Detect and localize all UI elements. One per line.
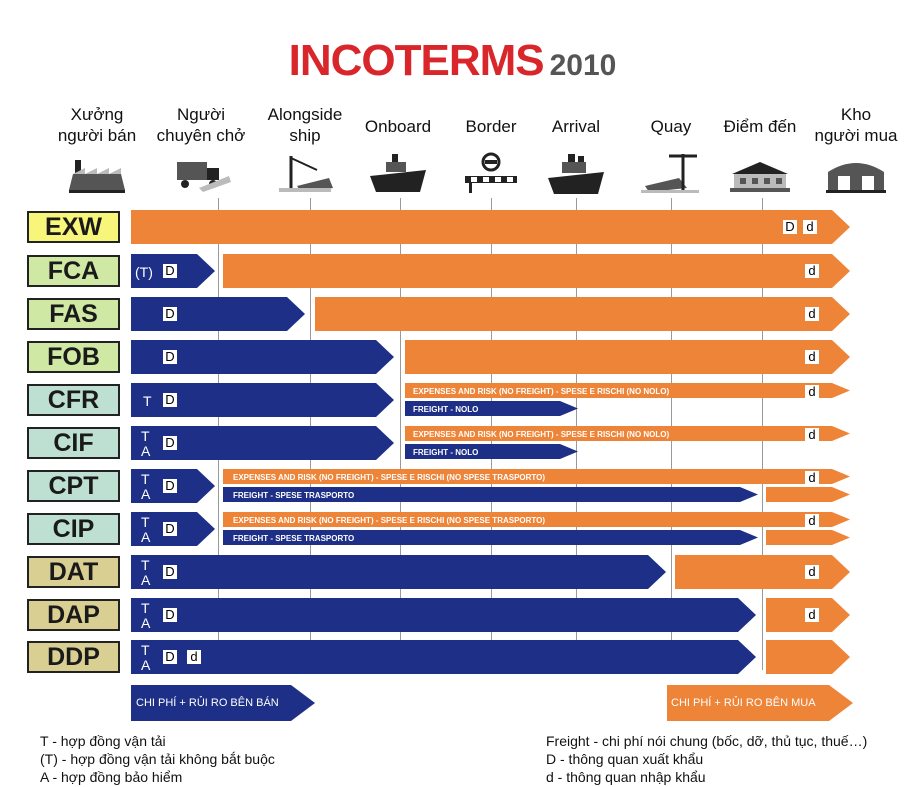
contract-letter-a: A bbox=[141, 529, 151, 545]
ship-arrival-icon bbox=[544, 150, 608, 196]
term-label-fob: FOB bbox=[27, 341, 120, 373]
contract-letter-a: A bbox=[141, 657, 151, 673]
buyer-tail-arrow bbox=[766, 530, 850, 545]
clearance-box-d: d bbox=[805, 471, 819, 485]
column-label-8 bbox=[801, 104, 905, 146]
contract-letter-a: A bbox=[141, 572, 151, 588]
seller-arrow bbox=[131, 555, 666, 589]
column-label-line1: Alongside bbox=[267, 105, 343, 124]
clearance-box-D: D bbox=[163, 479, 177, 493]
term-bars-fob bbox=[0, 340, 905, 380]
term-label-cif: CIF bbox=[27, 427, 120, 459]
buyer-arrow bbox=[675, 555, 850, 589]
clearance-box-d: d bbox=[805, 514, 819, 528]
clearance-box-d: d bbox=[805, 428, 819, 442]
term-label-dat: DAT bbox=[27, 556, 120, 588]
clearance-box-d: d bbox=[187, 650, 201, 664]
term-bars-ddp bbox=[0, 640, 905, 680]
buyer-legend-text: CHI PHÍ + RỦI RO BÊN MUA bbox=[671, 697, 816, 709]
term-label-exw: EXW bbox=[27, 211, 120, 243]
term-bars-fas bbox=[0, 297, 905, 337]
contract-letter-t: T bbox=[141, 514, 150, 530]
term-label-fas: FAS bbox=[27, 298, 120, 330]
column-label-line2: ship bbox=[289, 126, 321, 145]
title-year: 2010 bbox=[549, 49, 617, 82]
column-label-line2: người mua bbox=[814, 126, 898, 145]
clearance-box-d: d bbox=[803, 220, 817, 234]
term-label-dap: DAP bbox=[27, 599, 120, 631]
clearance-box-D: D bbox=[163, 393, 177, 407]
buyer-arrow bbox=[766, 640, 850, 674]
risk-bar-text: EXPENSES AND RISK (NO FREIGHT) - SPESE E RISCHI (NO NOLO) bbox=[413, 387, 670, 396]
term-bars-dap bbox=[0, 598, 905, 638]
term-label-cpt: CPT bbox=[27, 470, 120, 502]
contract-letter-t: T bbox=[141, 557, 150, 573]
contract-letter-a: A bbox=[141, 486, 151, 502]
note-export-clearance: D - thông quan xuất khẩu bbox=[546, 751, 704, 767]
seller-legend-text: CHI PHÍ + RỦI RO BÊN BÁN bbox=[136, 697, 279, 709]
truck-icon bbox=[169, 150, 233, 196]
term-label-cip: CIP bbox=[27, 513, 120, 545]
column-label-0 bbox=[42, 104, 152, 146]
seller-arrow bbox=[131, 640, 756, 674]
contract-letter: T bbox=[143, 393, 152, 409]
clearance-box-D: D bbox=[783, 220, 797, 234]
contract-letter-t: T bbox=[141, 428, 150, 444]
warehouse-icon bbox=[824, 150, 888, 196]
diagram-title bbox=[0, 36, 905, 86]
contract-letter-t: T bbox=[141, 642, 150, 658]
factory-icon bbox=[65, 150, 129, 196]
risk-bar-text: EXPENSES AND RISK (NO FREIGHT) - SPESE E RISCHI (NO NOLO) bbox=[413, 430, 670, 439]
clearance-box-d: d bbox=[805, 264, 819, 278]
seller-arrow bbox=[131, 598, 756, 632]
contract-letter-a: A bbox=[141, 443, 151, 459]
clearance-box-D: D bbox=[163, 565, 177, 579]
freight-bar-text: FREIGHT - NOLO bbox=[413, 405, 479, 414]
title-main: INCOTERMS bbox=[288, 36, 544, 85]
term-bars-exw bbox=[0, 210, 905, 250]
term-label-ddp: DDP bbox=[27, 641, 120, 673]
note-t: T - hợp đồng vận tải bbox=[40, 733, 166, 749]
destination-building-icon bbox=[728, 150, 792, 196]
buyer-arrow bbox=[405, 340, 850, 374]
contract-letter: (T) bbox=[135, 264, 153, 280]
column-label-line1: Onboard bbox=[364, 117, 432, 136]
ship-icon bbox=[366, 150, 430, 196]
clearance-box-D: D bbox=[163, 307, 177, 321]
clearance-box-D: D bbox=[163, 350, 177, 364]
seller-arrow bbox=[131, 297, 305, 331]
notes-left bbox=[40, 732, 275, 786]
column-label-line2: chuyên chở bbox=[156, 126, 246, 145]
freight-bar-text: FREIGHT - SPESE TRASPORTO bbox=[233, 534, 355, 543]
column-label-line1: Xưởng bbox=[70, 105, 124, 124]
clearance-box-D: D bbox=[163, 436, 177, 450]
column-label-line1: Arrival bbox=[551, 117, 601, 136]
notes-right bbox=[546, 732, 867, 786]
contract-letter-t: T bbox=[141, 600, 150, 616]
crane-dock-icon bbox=[273, 150, 337, 196]
border-barrier-icon bbox=[459, 150, 523, 196]
clearance-box-d: d bbox=[805, 350, 819, 364]
clearance-box-d: d bbox=[805, 608, 819, 622]
clearance-box-d: d bbox=[805, 565, 819, 579]
contract-letter-a: A bbox=[141, 615, 151, 631]
column-label-line1: Border bbox=[465, 117, 517, 136]
buyer-arrow bbox=[131, 210, 850, 244]
clearance-box-D: D bbox=[163, 650, 177, 664]
column-label-5 bbox=[521, 116, 631, 137]
column-label-line1: Điểm đến bbox=[723, 117, 797, 136]
buyer-arrow bbox=[315, 297, 850, 331]
column-label-line1: Kho bbox=[840, 105, 872, 124]
term-label-fca: FCA bbox=[27, 255, 120, 287]
freight-bar-text: FREIGHT - SPESE TRASPORTO bbox=[233, 491, 355, 500]
freight-bar-text: FREIGHT - NOLO bbox=[413, 448, 479, 457]
clearance-box-D: D bbox=[163, 522, 177, 536]
note-import-clearance: d - thông quan nhập khẩu bbox=[546, 769, 706, 785]
clearance-box-d: d bbox=[805, 385, 819, 399]
clearance-box-d: d bbox=[805, 307, 819, 321]
risk-bar-text: EXPENSES AND RISK (NO FREIGHT) - SPESE E RISCHI (NO SPESE TRASPORTO) bbox=[233, 473, 546, 482]
column-label-line2: người bán bbox=[57, 126, 137, 145]
buyer-tail-arrow bbox=[766, 487, 850, 502]
buyer-arrow bbox=[223, 254, 850, 288]
column-label-1 bbox=[146, 104, 256, 146]
note-a: A - hợp đồng bảo hiểm bbox=[40, 769, 183, 785]
clearance-box-D: D bbox=[163, 264, 177, 278]
column-label-7 bbox=[705, 116, 815, 137]
note-freight: Freight - chi phí nói chung (bốc, dỡ, thủ tục, thuế…) bbox=[546, 733, 868, 749]
note-t-optional: (T) - hợp đồng vận tải không bắt buộc bbox=[40, 751, 275, 767]
column-label-line1: Người bbox=[176, 105, 226, 124]
contract-letter-t: T bbox=[141, 471, 150, 487]
risk-bar-text: EXPENSES AND RISK (NO FREIGHT) - SPESE E RISCHI (NO SPESE TRASPORTO) bbox=[233, 516, 546, 525]
term-label-cfr: CFR bbox=[27, 384, 120, 416]
column-label-line1: Quay bbox=[650, 117, 692, 136]
term-bars-dat bbox=[0, 555, 905, 595]
quay-crane-icon bbox=[639, 150, 703, 196]
clearance-box-D: D bbox=[163, 608, 177, 622]
